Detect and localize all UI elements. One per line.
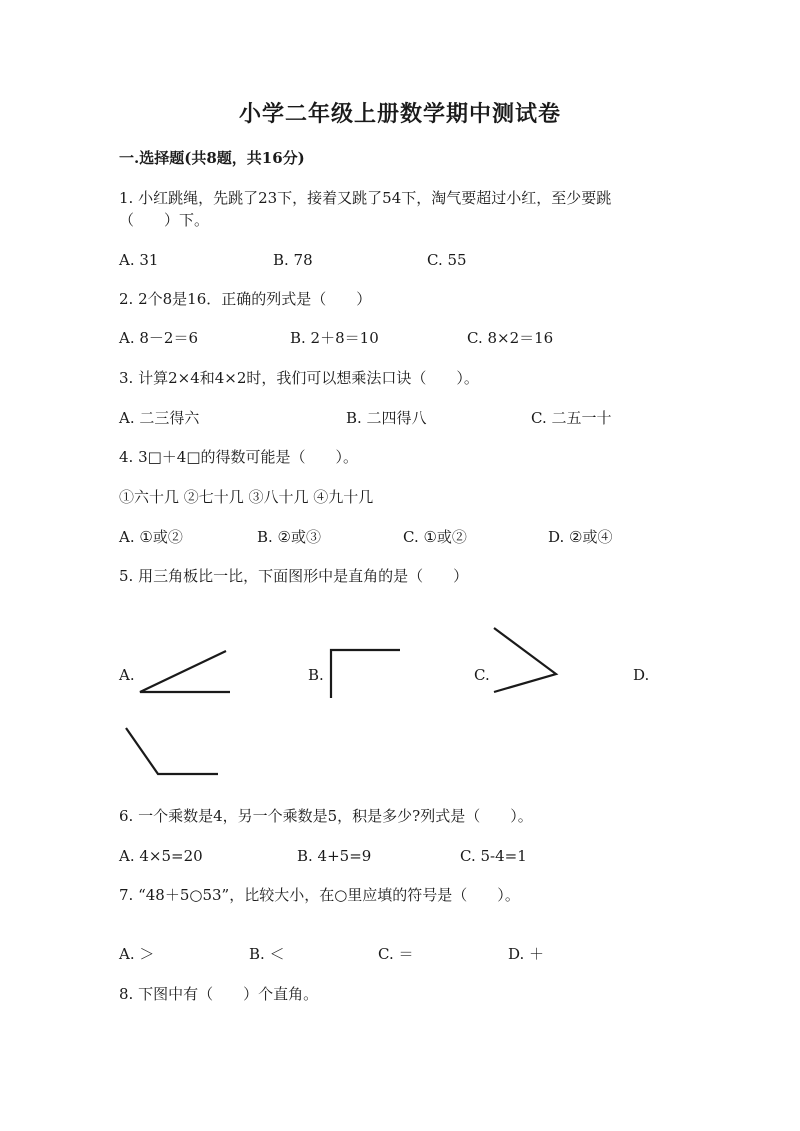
question-2-text: 2. 2个8是16．正确的列式是（ ）	[119, 290, 372, 308]
question-7-text: 7. “48＋5○53”，比较大小，在○里应填的符号是（ ）。	[119, 886, 520, 904]
q2-option-b: B. 2＋8＝10	[290, 329, 379, 347]
q7-option-d: D. ＋	[508, 945, 545, 963]
q7-option-c: C. ＝	[378, 945, 414, 963]
q2-option-a: A. 8－2＝6	[119, 329, 198, 347]
question-4-choices: ①六十几 ②七十几 ③八十几 ④九十几	[119, 488, 374, 506]
q4-option-d: D. ②或④	[548, 528, 613, 546]
q4-option-b: B. ②或③	[257, 528, 322, 546]
angle-figure-d	[118, 724, 222, 780]
question-8-text: 8. 下图中有（ ）个直角。	[119, 985, 319, 1003]
q5-option-d: D.	[633, 666, 650, 684]
q3-option-a: A. 二三得六	[119, 409, 200, 427]
question-3-text: 3. 计算2×4和4×2时，我们可以想乘法口诀（ ）。	[119, 369, 479, 387]
q5-option-a: A.	[119, 666, 135, 684]
q4-option-a: A. ①或②	[119, 528, 183, 546]
question-4-text: 4. 3□＋4□的得数可能是（ ）。	[119, 448, 359, 466]
q2-option-c: C. 8×2＝16	[467, 329, 554, 347]
page-title: 小学二年级上册数学期中测试卷	[238, 101, 561, 127]
q6-option-c: C. 5-4=1	[460, 847, 527, 865]
angle-figure-c	[490, 624, 562, 696]
q3-option-b: B. 二四得八	[346, 409, 427, 427]
question-5-text: 5. 用三角板比一比，下面图形中是直角的是（ ）	[119, 567, 469, 585]
q1-option-c: C. 55	[427, 251, 467, 269]
question-1-text-cont: （ ）下。	[119, 211, 210, 229]
q6-option-b: B. 4+5=9	[297, 847, 372, 865]
q5-option-c: C.	[474, 666, 490, 684]
question-6-text: 6. 一个乘数是4，另一个乘数是5，积是多少?列式是（ ）。	[119, 807, 533, 825]
angle-figure-a	[136, 648, 234, 696]
q1-option-b: B. 78	[273, 251, 313, 269]
q7-option-a: A. ＞	[119, 945, 155, 963]
section-heading: 一.选择题(共8题，共16分)	[119, 149, 305, 167]
angle-figure-b	[326, 646, 404, 702]
question-1-text: 1. 小红跳绳，先跳了23下，接着又跳了54下，淘气要超过小红，至少要跳	[119, 189, 612, 207]
q7-option-b: B. ＜	[249, 945, 285, 963]
q1-option-a: A. 31	[119, 251, 159, 269]
q3-option-c: C. 二五一十	[531, 409, 612, 427]
q5-option-b: B.	[308, 666, 324, 684]
q4-option-c: C. ①或②	[403, 528, 467, 546]
q6-option-a: A. 4×5=20	[119, 847, 203, 865]
